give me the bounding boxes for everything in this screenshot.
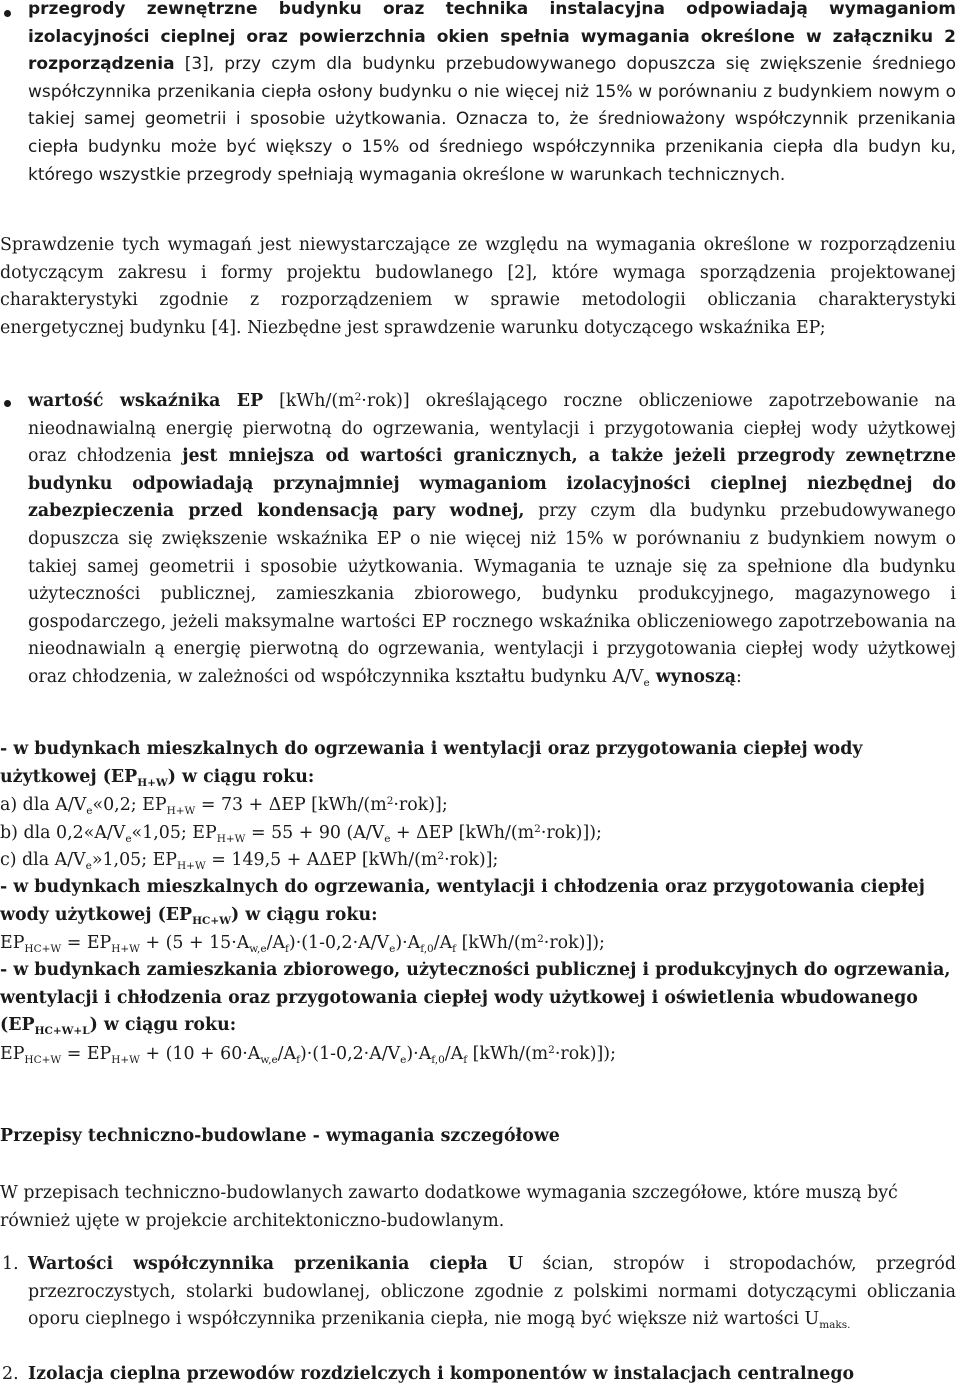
formula-text: c) dla A/V: [0, 850, 86, 870]
formula-text: «1,05; EP: [131, 823, 217, 843]
formula-text: ·rok)];: [444, 850, 499, 870]
formula-line-c: [0, 847, 956, 875]
formula-text: »1,05; EP: [91, 850, 177, 870]
subscript: e: [125, 833, 132, 845]
heading-residential-cooling: [0, 874, 956, 929]
list-item-bold: Izolacja cieplna przewodów rozdzielczych i komponentów w instalacjach centralnego: [28, 1364, 855, 1384]
subscript: f: [463, 1054, 468, 1066]
subscript: f: [452, 943, 457, 955]
formula-text: + ΔEP [kWh/(m: [390, 823, 535, 843]
bold-text: jest mniejsza od wartości granicznych, a także jeżeli przegrody zewnętrzne budynku odpowiadają przynajmniej wymaganiom izolacyjności cieplnej niezbędnej do zabezpieczenia przed kondensacją pary wodnej,: [28, 446, 957, 522]
list-number: 1.: [2, 1254, 19, 1274]
superscript: 2: [534, 823, 541, 835]
subscript: f: [296, 1054, 300, 1066]
formula-text: /A: [277, 1044, 297, 1064]
superscript: 2: [537, 933, 544, 945]
formula-text: EP: [0, 1044, 25, 1064]
heading-text: ) w ciągu roku:: [231, 904, 378, 925]
bullet-text: [3], przy czym dla budynku przebudowywanego dopuszcza się zwiększenie średniego współczynnika przenikania ciepła osłony budynku o nie więcej niż 15% w porównaniu z budynkiem nowym o takiej samej geometrii i sposobie użytkowania.: [28, 54, 956, 130]
heading-text: - w budynkach mieszkalnych do ogrzewania, wentylacji i chłodzenia oraz przygotowania ciepłej wody użytkowej (EP: [0, 877, 925, 925]
superscript: 2: [548, 1044, 555, 1056]
formula-text: )·(1-0,2·A/V: [288, 933, 390, 953]
subscript: H+W: [111, 943, 140, 955]
subscript: H+W: [166, 805, 196, 817]
subscript: HC+W: [192, 914, 232, 927]
bold-text: wynoszą: [649, 666, 736, 687]
section-title: Przepisy techniczno-budowlane - wymagania szczegółowe: [0, 1126, 560, 1146]
formula-text: [kWh/(m: [467, 1044, 549, 1064]
subscript: HC+W: [24, 1054, 62, 1066]
heading-residential-heating: [0, 736, 956, 791]
bullet-item-ep-index: [28, 388, 956, 692]
superscript: 2: [354, 391, 362, 403]
formula-text: b) dla 0,2«A/V: [0, 823, 126, 843]
subscript: w,e: [260, 1054, 278, 1066]
subscript: f,0: [420, 943, 434, 955]
text: przy czym dla budynku przebudowywanego dopuszcza się zwiększenie wskaźnika EP o nie więcej niż 15% w porównaniu z budynkiem nowym o takiej samej geometrii i sposobie użytkowania. Wymagania te uznaje się za spełnione dla budynku użyteczności publicznej, zamieszkania zbiorowego, budynku produkcyjnego, magazynowego i gospodarczego, jeżeli maksymalne wartości EP rocznego wskaźnika obliczeniowego zapotrzebowania na nieodnawialn ą energię pierwotną do ogrzewania, wentylacji i przygotowania ciepłej wody użytkowej oraz chłodzenia, w zależności od współczynnika kształtu budynku A/V: [28, 501, 956, 687]
formula-line-a: [0, 792, 956, 820]
text: [kWh/(m: [263, 391, 355, 411]
bullet-text-cont: Oznacza to, że średnioważony współczynnik przenikania ciepła budynku może być większy o 15% od średniego współczynnika przenikania ciepła dla budyn ku, którego wszystkie przegrody spełniają wymagania określone w warunkach technicznych.: [28, 109, 956, 185]
formula-text: = 73 + ΔEP [kWh/(m: [195, 795, 387, 815]
formula-text: = EP: [61, 1044, 112, 1064]
subscript: e: [389, 943, 396, 955]
formula-hcwl: [0, 1041, 956, 1069]
formula-text: «0,2; EP: [92, 795, 167, 815]
subscript: e: [400, 1054, 407, 1066]
subscript: H+W: [137, 776, 168, 789]
bullet-bold-intro: przegrody zewnętrzne budynku oraz technika instalacyjna odpowiadają wymaganiom izolacyjności cieplnej oraz powierzchnia okien spełnia wymagania określone w załączniku 2 rozporządzenia: [28, 0, 956, 75]
list-item: [28, 1361, 956, 1389]
subscript: e: [86, 805, 93, 817]
subscript: maks.: [819, 1319, 851, 1332]
paragraph-ep-check: Sprawdzenie tych wymagań jest niewystarczające ze względu na wymagania określone w rozporządzeniu dotyczącym zakresu i formy projektu budowlanego [2], które wymaga sporządzenia projektowanej charakterystyki zgodnie z rozporządzeniem w sprawie metodologii obliczania charakterystyki energetycznej budynku [4]. Niezbędne jest sprawdzenie warunku dotyczącego wskaźnika EP;: [0, 235, 956, 338]
formula-text: )·A: [406, 1044, 432, 1064]
heading-text: - w budynkach mieszkalnych do ogrzewania i wentylacji oraz przygotowania ciepłej wody użytkowej (EP: [0, 739, 863, 787]
formula-hcw: [0, 930, 956, 958]
subscript: e: [384, 833, 391, 845]
heading-public-buildings: [0, 957, 956, 1040]
bullet-item-requirements: [28, 0, 956, 189]
formula-text: )·(1-0,2·A/V: [299, 1044, 401, 1064]
subscript: H+W: [177, 860, 206, 872]
subscript: f,0: [431, 1054, 445, 1066]
formula-text: /A: [444, 1044, 464, 1064]
formula-text: + (10 + 60·A: [139, 1044, 261, 1064]
formula-text: ·rok)]);: [543, 933, 605, 953]
subscript: HC+W+L: [34, 1025, 90, 1038]
list-number: 2.: [2, 1364, 19, 1384]
heading-text: ) w ciągu roku:: [167, 766, 315, 787]
formula-text: = 149,5 + AΔEP [kWh/(m: [205, 850, 438, 870]
subscript: H+W: [111, 1054, 140, 1066]
formula-text: EP: [0, 933, 25, 953]
formula-text: )·A: [395, 933, 421, 953]
text: :: [735, 666, 742, 687]
text: ·rok)] określającego roczne obliczeniowe zapotrzebowanie na nieodnawialną energię pierwotną do ogrzewania, wentylacji i przygotowania ciepłej wody użytkowej oraz chłodzenia: [28, 391, 957, 467]
list-item-text: ścian, stropów i stropodachów, przegród przezroczystych, stolarki budowlanej, obliczone zgodnie z polskimi normami dotyczącymi obliczania oporu cieplnego i współczynnika przenikania ciepła, nie mogą być większe niż wartości U: [28, 1254, 956, 1330]
formula-text: ·rok)];: [393, 795, 448, 815]
bullet-marker: [4, 400, 11, 407]
formula-text: /A: [266, 933, 286, 953]
bullet-marker: [4, 10, 11, 17]
list-item: [28, 1251, 956, 1334]
formula-text: /A: [433, 933, 453, 953]
superscript: 2: [437, 850, 445, 862]
subscript: e: [643, 676, 650, 689]
list-item-bold: Wartości współczynnika przenikania ciepła U: [28, 1254, 523, 1274]
subscript: HC+W: [24, 943, 62, 955]
subscript: w,e: [249, 943, 267, 955]
section-intro: W przepisach techniczno-budowlanych zawarto dodatkowe wymagania szczegółowe, które muszą być również ujęte w projekcie architektoniczno-budowlanym.: [0, 1183, 898, 1231]
formula-text: ·rok)]);: [540, 823, 602, 843]
formula-text: ·rok)]);: [554, 1044, 616, 1064]
superscript: 2: [386, 795, 394, 807]
heading-text: ) w ciągu roku:: [89, 1015, 237, 1036]
subscript: e: [85, 860, 92, 872]
formula-text: = 55 + 90 (A/V: [245, 823, 385, 843]
formula-text: [kWh/(m: [456, 933, 538, 953]
heading-text: - w budynkach zamieszkania zbiorowego, użyteczności publicznej i produkcyjnych do ogrzewania, wentylacji i chłodzenia oraz przygotowania ciepłej wody użytkowej i oświetlenia wbudowanego (EP: [0, 960, 951, 1036]
formula-text: a) dla A/V: [0, 795, 87, 815]
subscript: H+W: [216, 833, 246, 845]
formula-text: = EP: [61, 933, 112, 953]
subscript: f: [285, 943, 289, 955]
formula-text: + (5 + 15·A: [139, 933, 250, 953]
ep-label: wartość wskaźnika EP: [28, 391, 264, 411]
formula-line-b: [0, 820, 956, 848]
